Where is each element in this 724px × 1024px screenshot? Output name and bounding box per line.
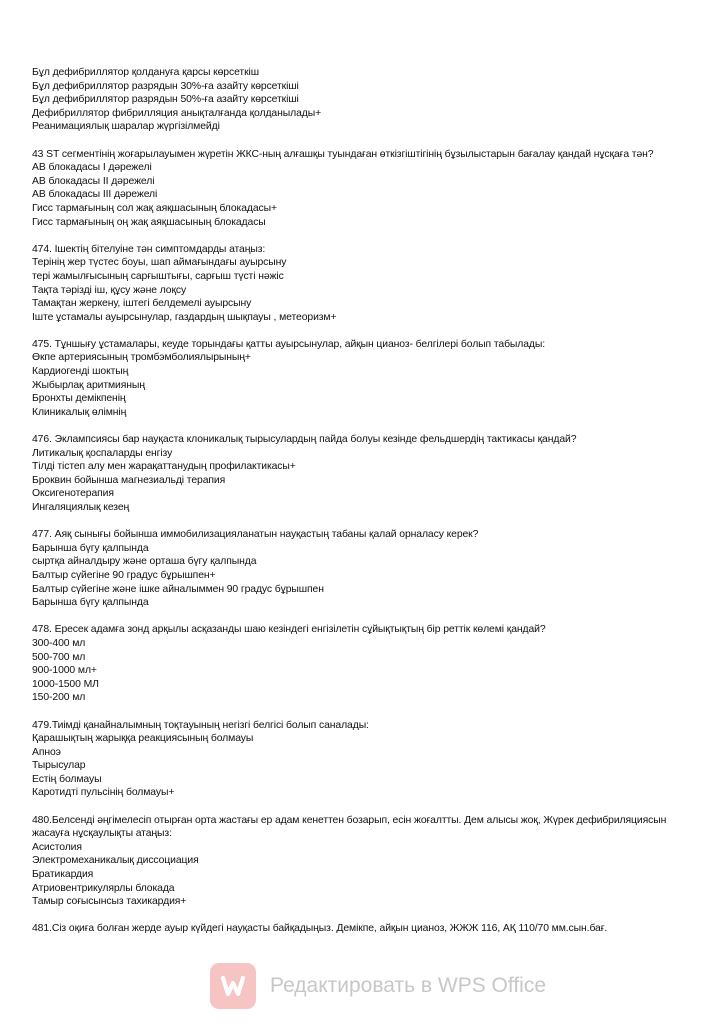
answer-line: Іште ұстамалы ауырсынулар, газдардың шықпауы , метеоризм+ — [32, 311, 337, 323]
wps-logo-icon — [210, 963, 256, 1009]
question-block — [32, 922, 692, 936]
question-block — [32, 338, 692, 420]
answer-line: 150-200 мл — [32, 692, 86, 704]
answer-line: АВ блокадасы III дәрежелі — [32, 189, 158, 201]
answer-line: Бронхты демікпенің — [32, 393, 126, 405]
answer-line: Бұл дефибриллятор разрядын 30%-ға азайту көрсеткіші — [32, 80, 299, 92]
question-block — [32, 243, 692, 325]
answer-line: Бұл дефибриллятор қолдануға қарсы көрсеткіш — [32, 67, 259, 78]
question-block — [32, 433, 692, 515]
question-text: 480.Белсенді әңгімелесіп отырған орта жастағы ер адам кенеттен бозарып, есін жоғалтты. Дем алысы жоқ, Жүрек дефибриляциясын жасауға нұсқаулықты атаңыз: — [32, 814, 667, 840]
question-text: 474. Ішектің бітелуіне тән симптомдарды атаңыз: — [32, 243, 266, 255]
question-text: 479.Тиімді қанайналымның тоқтауының негізгі белгісі болып саналады: — [32, 719, 369, 731]
answer-line: Терінің жер түстес боуы, шап аймағындағы ауырсыну — [32, 257, 287, 269]
answer-line: Дефибриллятор фибрилляция анықталғанда қолданылады+ — [32, 107, 322, 119]
answer-line: Барынша бүгу қалпында — [32, 542, 149, 554]
answer-line: Тақта тәрізді іш, құсу және лоқсу — [32, 284, 187, 296]
answer-line: Атриовентрикулярлы блокада — [32, 882, 175, 894]
question-block — [32, 528, 692, 610]
question-block — [32, 814, 692, 909]
answer-line: Балтыр сүйегіне 90 градус бұрышпен+ — [32, 569, 216, 581]
wps-edit-banner[interactable] — [210, 963, 546, 1009]
answer-line: 500-700 мл — [32, 651, 86, 663]
question-text: 43 ST сегментінің жоғарылауымен жүретін ЖКС-ның алғашқы туындаған өткізгіштігінің бұзылыстарын бағалау қандай нұсқаға тән? — [32, 148, 654, 160]
answer-line: Тамыр соғысынсыз тахикардия+ — [32, 896, 187, 908]
answer-line: Каротидті пульсінің болмауы+ — [32, 787, 175, 799]
answer-line: Клиникалық өлімнің — [32, 406, 127, 418]
answer-line: Броквин бойынша магнезиальді терапия — [32, 474, 226, 486]
question-block — [32, 623, 692, 705]
answer-line: Братикардия — [32, 869, 94, 881]
question-text: 478. Ересек адамға зонд арқылы асқазанды шаю кезіндегі енгізілетін сұйықтықтың бір реттік көлемі қандай? — [32, 624, 546, 636]
question-block — [32, 719, 692, 801]
answer-line: Балтыр сүйегіне және ішке айналыммен 90 градус бұрышпен — [32, 583, 324, 595]
wps-edit-label[interactable]: Редактировать в WPS Office — [270, 974, 547, 997]
answer-line: Кардиогенді шоктың — [32, 366, 129, 378]
answer-line: Тілді тістеп алу мен жарақаттанудың профилактикасы+ — [32, 461, 296, 473]
answer-line: сыртқа айналдыру және орташа бүгу қалпында — [32, 556, 257, 568]
answer-line: Электромеханикалық диссоциация — [32, 855, 199, 867]
answer-line: 1000-1500 МЛ — [32, 678, 99, 690]
question-text: 481.Сіз оқиға болған жерде ауыр күйдегі науқасты байқадыңыз. Демікпе, айқын цианоз, ЖЖЖ 116, АҚ 110/70 мм.сын.бағ. — [32, 923, 608, 935]
answer-line: Реанимациялық шаралар жүргізілмейді — [32, 121, 220, 133]
answer-line: Асистолия — [32, 841, 82, 853]
answer-line: Естің болмауы — [32, 773, 102, 785]
answer-line: Қарашықтың жарыққа реакциясының болмауы — [32, 733, 254, 745]
answer-line: Тамақтан жеркену, іштегі белдемелі ауырсыну — [32, 298, 252, 310]
document-page — [32, 66, 692, 950]
answer-line: 300-400 мл — [32, 637, 86, 649]
answer-line: 900-1000 мл+ — [32, 665, 97, 677]
answer-line: Барынша бүгу қалпында — [32, 597, 149, 609]
answer-line: Бұл дефибриллятор разрядын 50%-ға азайту көрсеткіші — [32, 94, 299, 106]
answer-line: Гисс тармағының оң жақ аяқшасының блокадасы — [32, 216, 266, 228]
question-text: 477. Аяқ сынығы бойынша иммобилизацияланатын науқастың табаны қалай орналасу керек? — [32, 529, 479, 541]
answer-line: Тырысулар — [32, 760, 86, 772]
answer-line: тері жамылғысының сарғыштығы, сарғыш түсті нәжіс — [32, 270, 284, 282]
question-text: 475. Тұншығу ұстамалары, кеуде торындағы қатты ауырсынулар, айқын цианоз- белгілері болып табылады: — [32, 338, 546, 350]
answer-line: Өкпе артериясының тромбэмболиялырының+ — [32, 352, 251, 364]
answer-line: Литикалық қоспаларды енгізу — [32, 447, 173, 459]
answer-line: Жыбырлақ аритмияның — [32, 379, 145, 391]
answer-line: АВ блокадасы II дәрежелі — [32, 175, 155, 187]
answer-block-intro — [32, 66, 692, 134]
answer-line: АВ блокадасы I дәрежелі — [32, 162, 152, 174]
question-block — [32, 148, 692, 230]
answer-line: Гисс тармағының сол жақ аяқшасының блокадасы+ — [32, 202, 277, 214]
answer-line: Оксигенотерапия — [32, 488, 114, 500]
answer-line: Ингаляциялық кезең — [32, 502, 130, 513]
question-text: 476. Эклампсиясы бар науқаста клоникалық тырысулардың пайда болуы кезінде фельдшердің тактикасы қандай? — [32, 434, 577, 446]
answer-line: Апноэ — [32, 746, 61, 758]
